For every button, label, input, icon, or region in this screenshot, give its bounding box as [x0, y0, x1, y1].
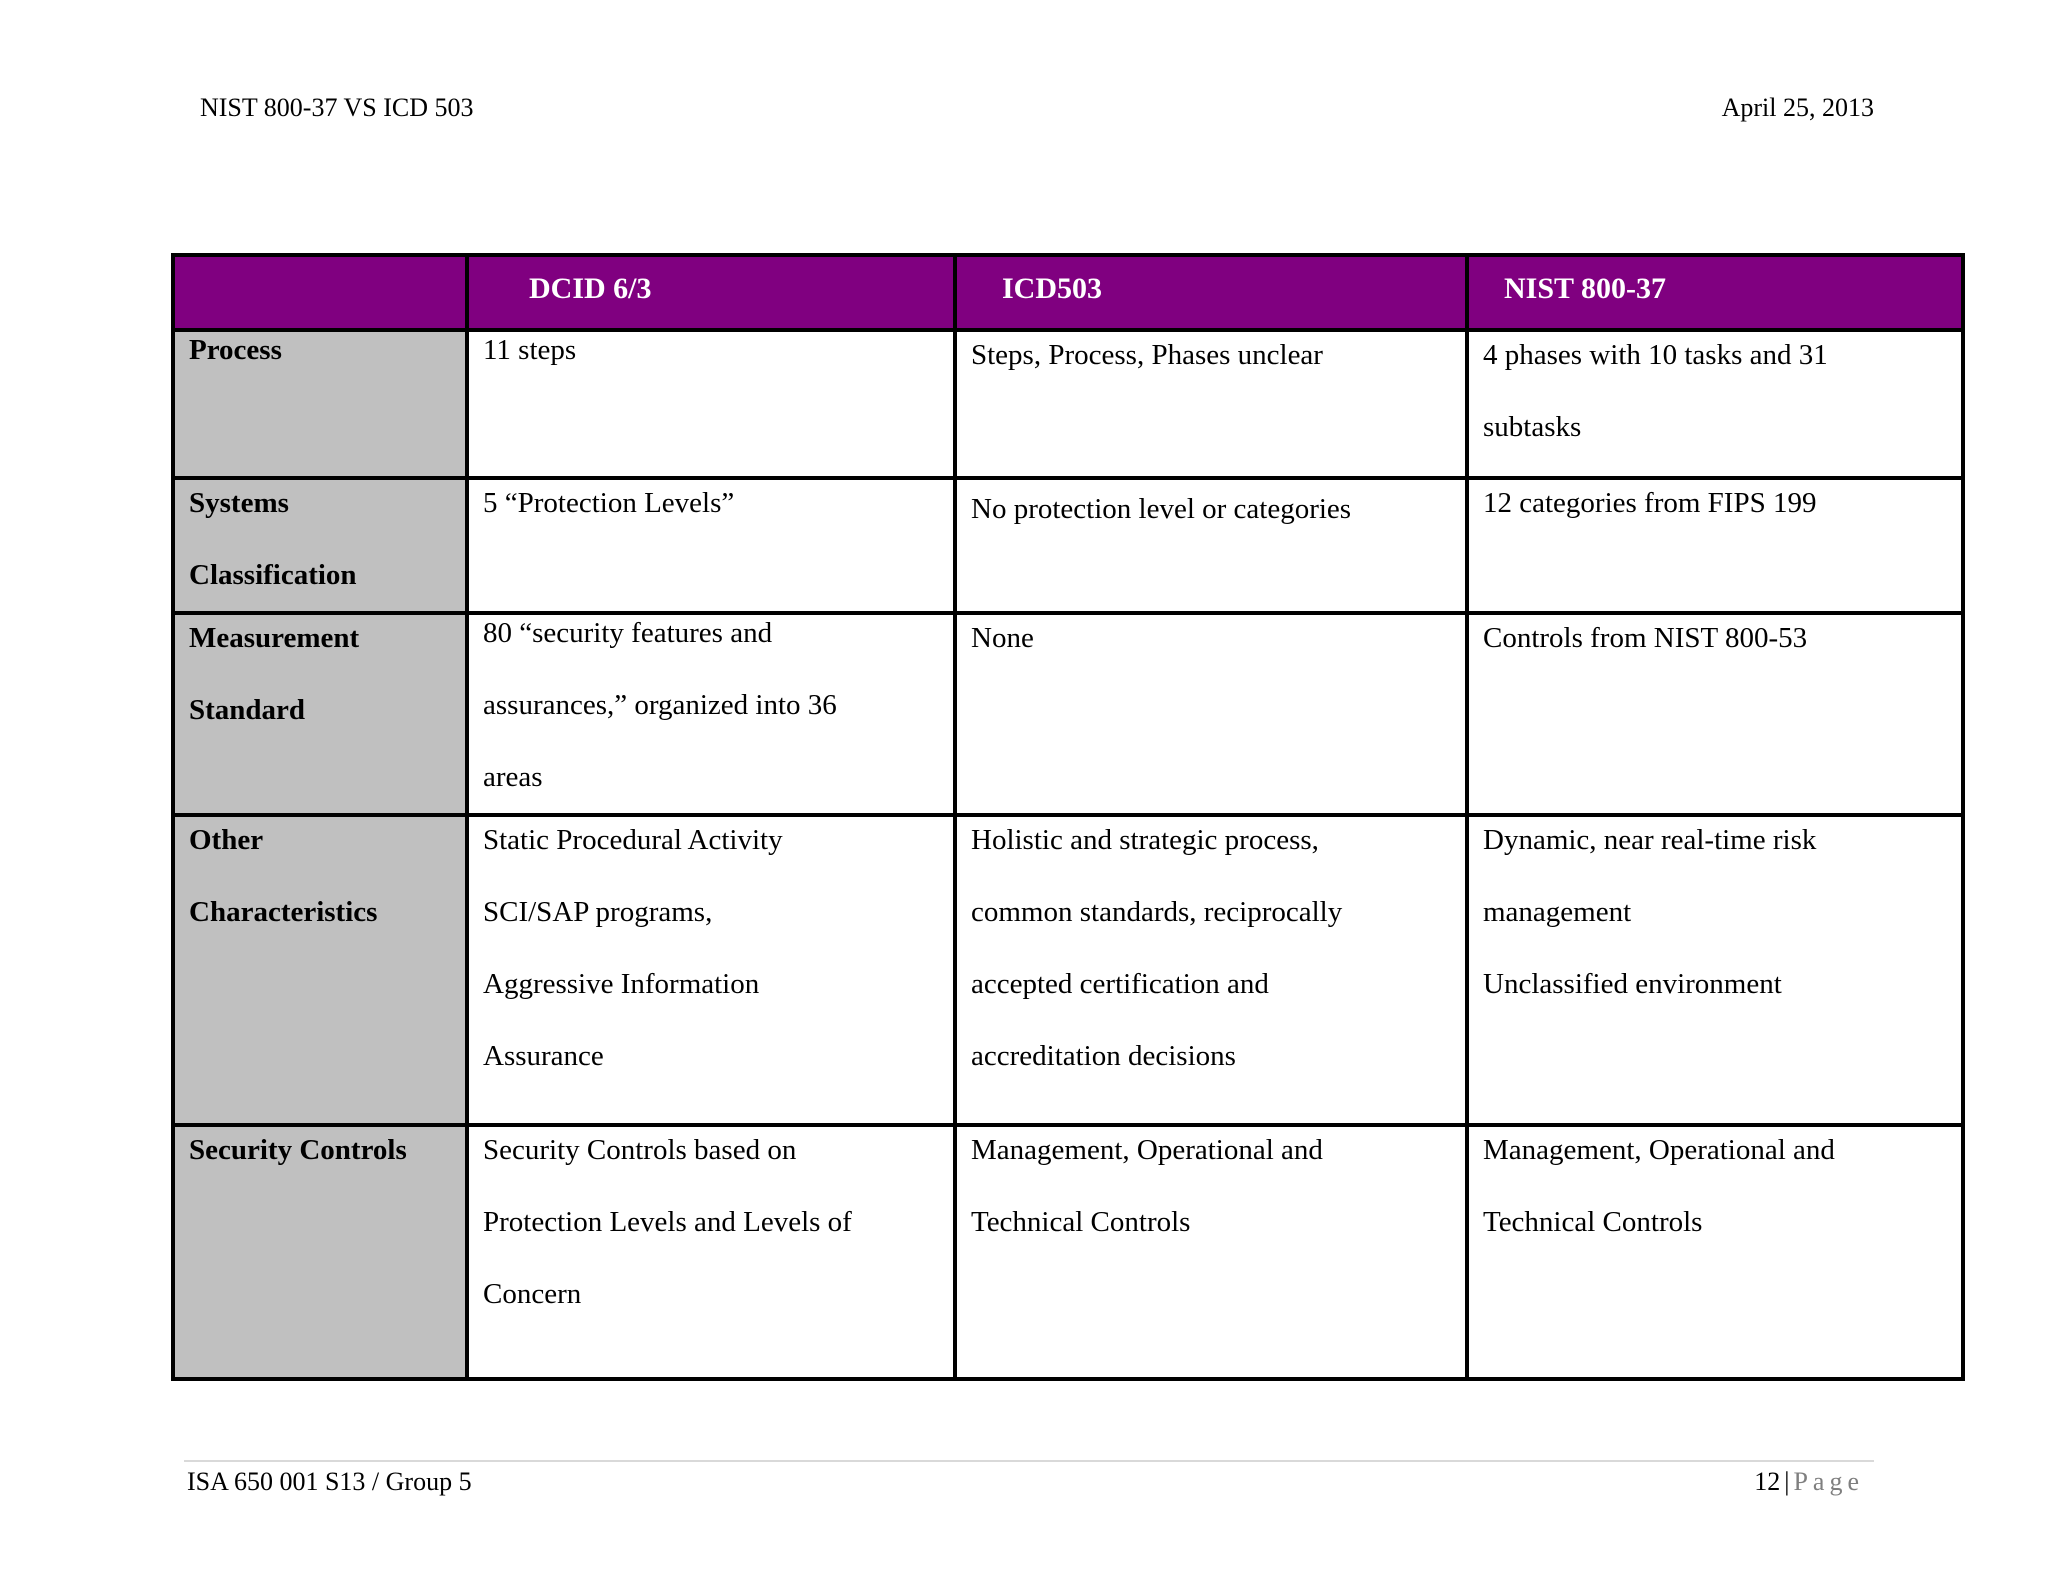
cell-line: Assurance — [483, 1040, 604, 1072]
row-label-line: Standard — [189, 694, 306, 726]
dcid-cell — [467, 613, 955, 815]
row-label-cell — [173, 815, 467, 1125]
row-label-cell — [173, 330, 467, 478]
cell-line: 80 “security features and — [483, 617, 773, 649]
nist-cell — [1467, 1125, 1963, 1379]
cell-line: 5 “Protection Levels” — [483, 487, 735, 519]
row-label-line: Characteristics — [189, 896, 378, 928]
row-label-cell — [173, 478, 467, 613]
document-header-date: April 25, 2013 — [1721, 93, 1874, 122]
icd-cell — [955, 330, 1467, 478]
icd-cell — [955, 815, 1467, 1125]
cell-line: subtasks — [1483, 411, 1582, 443]
footer-page-number — [1754, 1467, 1864, 1497]
dcid-cell — [467, 815, 955, 1125]
footer-divider — [184, 1460, 1874, 1462]
table-row-measurement-standard — [173, 613, 1963, 815]
cell-line: accepted certification and — [971, 968, 1269, 1000]
cell-line: accreditation decisions — [971, 1040, 1236, 1072]
nist-cell — [1467, 330, 1963, 478]
comparison-table-wrapper — [171, 253, 1961, 1381]
cell-line: Protection Levels and Levels of — [483, 1206, 852, 1238]
icd-cell — [955, 478, 1467, 613]
icd-cell — [955, 613, 1467, 815]
page-separator: | — [1784, 1467, 1790, 1496]
cell-line: Holistic and strategic process, — [971, 824, 1319, 856]
cell-line: 4 phases with 10 tasks and 31 — [1483, 339, 1828, 371]
comparison-table — [171, 253, 1965, 1381]
cell-line: Management, Operational and — [1483, 1134, 1835, 1166]
cell-line: No protection level or categories — [971, 493, 1352, 525]
header-cell-nist: NIST 800-37 — [1467, 255, 1963, 330]
icd-cell — [955, 1125, 1467, 1379]
cell-line: Unclassified environment — [1483, 968, 1782, 1000]
cell-line: common standards, reciprocally — [971, 896, 1343, 928]
row-label-line: Other — [189, 824, 264, 856]
dcid-cell — [467, 478, 955, 613]
table-row-other-characteristics — [173, 815, 1963, 1125]
page-word: Page — [1793, 1467, 1864, 1496]
cell-line: Management, Operational and — [971, 1134, 1323, 1166]
header-cell-dcid: DCID 6/3 — [467, 255, 955, 330]
header-cell-empty — [173, 255, 467, 330]
cell-line: 11 steps — [483, 334, 577, 366]
table-header-row — [173, 255, 1963, 330]
row-label-line: Classification — [189, 559, 357, 591]
cell-line: assurances,” organized into 36 — [483, 689, 837, 721]
cell-line: Steps, Process, Phases unclear — [971, 339, 1323, 371]
document-header-title: NIST 800-37 VS ICD 503 — [200, 93, 474, 122]
cell-line: None — [971, 622, 1034, 654]
page-number: 12 — [1754, 1467, 1781, 1496]
row-label-line: Systems — [189, 487, 289, 519]
table-row-process — [173, 330, 1963, 478]
table-row-systems-classification — [173, 478, 1963, 613]
row-label-line: Process — [189, 334, 282, 366]
dcid-cell — [467, 330, 955, 478]
row-label-cell — [173, 1125, 467, 1379]
nist-cell — [1467, 815, 1963, 1125]
footer-course-group: ISA 650 001 S13 / Group 5 — [187, 1467, 472, 1496]
row-label-line: Security Controls — [189, 1134, 407, 1166]
cell-line: 12 categories from FIPS 199 — [1483, 487, 1817, 519]
cell-line: Concern — [483, 1278, 582, 1310]
row-label-line: Measurement — [189, 622, 360, 654]
cell-line: Security Controls based on — [483, 1134, 797, 1166]
cell-line: Static Procedural Activity — [483, 824, 783, 856]
cell-line: Controls from NIST 800-53 — [1483, 622, 1808, 654]
cell-line: SCI/SAP programs, — [483, 896, 713, 928]
cell-line: Aggressive Information — [483, 968, 760, 1000]
nist-cell — [1467, 613, 1963, 815]
cell-line: Technical Controls — [1483, 1206, 1703, 1238]
cell-line: areas — [483, 761, 543, 793]
table-row-security-controls — [173, 1125, 1963, 1379]
cell-line: Dynamic, near real-time risk — [1483, 824, 1817, 856]
dcid-cell — [467, 1125, 955, 1379]
header-cell-icd: ICD503 — [955, 255, 1467, 330]
cell-line: Technical Controls — [971, 1206, 1191, 1238]
nist-cell — [1467, 478, 1963, 613]
row-label-cell — [173, 613, 467, 815]
cell-line: management — [1483, 896, 1632, 928]
